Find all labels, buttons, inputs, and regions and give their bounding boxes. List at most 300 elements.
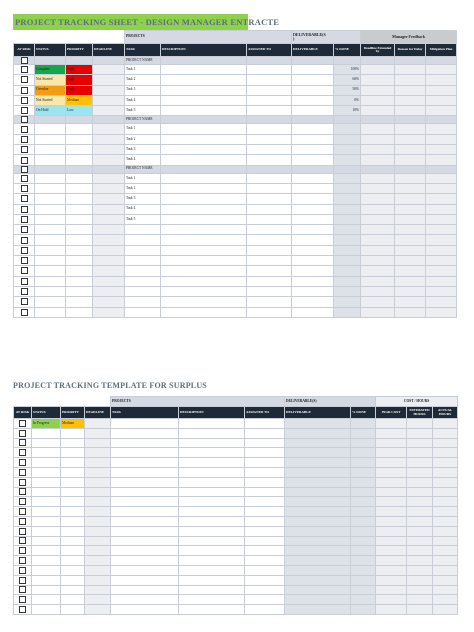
table-cell[interactable]	[407, 507, 433, 517]
priority-cell[interactable]: High	[66, 75, 93, 85]
pct-done-cell[interactable]	[334, 173, 361, 183]
at-risk-checkbox[interactable]	[21, 185, 28, 192]
table-cell[interactable]	[245, 497, 285, 507]
table-cell[interactable]	[376, 585, 407, 595]
table-cell[interactable]	[85, 419, 111, 429]
description-cell[interactable]	[161, 65, 247, 75]
table-cell[interactable]	[179, 526, 245, 536]
table-cell[interactable]	[395, 235, 426, 245]
table-cell[interactable]	[292, 286, 334, 296]
table-cell[interactable]	[111, 419, 179, 429]
status-cell[interactable]	[32, 526, 61, 536]
table-cell[interactable]	[433, 467, 458, 477]
priority-cell[interactable]	[61, 536, 85, 546]
table-cell[interactable]	[351, 605, 376, 615]
table-cell[interactable]	[285, 497, 351, 507]
table-cell[interactable]	[85, 507, 111, 517]
table-cell[interactable]	[361, 297, 395, 307]
table-cell[interactable]	[179, 438, 245, 448]
table-cell[interactable]	[66, 276, 93, 286]
table-cell[interactable]	[161, 225, 247, 235]
deliverable-cell[interactable]	[292, 106, 334, 116]
table-cell[interactable]	[376, 477, 407, 487]
table-cell[interactable]	[334, 235, 361, 245]
table-cell[interactable]	[179, 585, 245, 595]
table-cell[interactable]	[245, 605, 285, 615]
table-cell[interactable]	[245, 458, 285, 468]
table-cell[interactable]	[247, 245, 292, 255]
at-risk-checkbox[interactable]	[19, 449, 26, 456]
table-cell[interactable]	[433, 419, 458, 429]
table-cell[interactable]	[407, 546, 433, 556]
table-cell[interactable]	[285, 595, 351, 605]
table-cell[interactable]	[85, 575, 111, 585]
priority-cell[interactable]	[61, 595, 85, 605]
table-cell[interactable]	[247, 307, 292, 317]
table-cell[interactable]	[351, 419, 376, 429]
mitigation-cell[interactable]	[426, 183, 457, 193]
table-cell[interactable]	[245, 516, 285, 526]
at-risk-checkbox[interactable]	[21, 257, 28, 264]
task-cell[interactable]: Task 1	[125, 173, 161, 183]
priority-cell[interactable]	[61, 428, 85, 438]
table-cell[interactable]	[376, 507, 407, 517]
table-cell[interactable]	[407, 428, 433, 438]
table-cell[interactable]	[66, 256, 93, 266]
table-cell[interactable]	[245, 595, 285, 605]
table-cell[interactable]	[351, 556, 376, 566]
table-cell[interactable]	[85, 448, 111, 458]
table-cell[interactable]	[351, 497, 376, 507]
description-cell[interactable]	[161, 204, 247, 214]
deliverable-cell[interactable]	[292, 134, 334, 144]
at-risk-checkbox[interactable]	[19, 537, 26, 544]
table-cell[interactable]	[66, 235, 93, 245]
table-cell[interactable]	[433, 516, 458, 526]
extended-cell[interactable]	[361, 183, 395, 193]
table-cell[interactable]	[376, 575, 407, 585]
table-cell[interactable]	[245, 477, 285, 487]
at-risk-checkbox[interactable]	[19, 518, 26, 525]
table-cell[interactable]	[161, 286, 247, 296]
table-cell[interactable]	[433, 458, 458, 468]
table-cell[interactable]	[351, 448, 376, 458]
table-cell[interactable]	[179, 595, 245, 605]
table-cell[interactable]	[433, 605, 458, 615]
status-cell[interactable]	[32, 448, 61, 458]
reason-cell[interactable]	[395, 106, 426, 116]
table-cell[interactable]	[426, 225, 457, 235]
deadline-cell[interactable]	[93, 183, 125, 193]
table-cell[interactable]	[125, 266, 161, 276]
at-risk-checkbox[interactable]	[21, 267, 28, 274]
at-risk-checkbox[interactable]	[21, 278, 28, 285]
table-cell[interactable]	[179, 458, 245, 468]
table-cell[interactable]	[376, 526, 407, 536]
pct-done-cell[interactable]	[334, 155, 361, 165]
table-cell[interactable]	[407, 448, 433, 458]
task-cell[interactable]: Task 3	[125, 85, 161, 95]
table-cell[interactable]	[351, 546, 376, 556]
at-risk-checkbox[interactable]	[21, 216, 28, 223]
table-cell[interactable]	[292, 307, 334, 317]
table-cell[interactable]	[407, 467, 433, 477]
table-cell[interactable]	[245, 556, 285, 566]
table-cell[interactable]	[376, 448, 407, 458]
table-cell[interactable]	[125, 245, 161, 255]
table-cell[interactable]	[351, 458, 376, 468]
at-risk-checkbox[interactable]	[19, 547, 26, 554]
at-risk-checkbox[interactable]	[21, 107, 28, 114]
at-risk-checkbox[interactable]	[21, 146, 28, 153]
table-cell[interactable]	[111, 546, 179, 556]
at-risk-checkbox[interactable]	[19, 606, 26, 613]
at-risk-checkbox[interactable]	[21, 309, 28, 316]
at-risk-checkbox[interactable]	[21, 206, 28, 213]
status-cell[interactable]	[32, 546, 61, 556]
table-cell[interactable]	[111, 438, 179, 448]
at-risk-checkbox[interactable]	[19, 479, 26, 486]
table-cell[interactable]	[407, 556, 433, 566]
mitigation-cell[interactable]	[426, 85, 457, 95]
assigned-cell[interactable]	[247, 106, 292, 116]
status-cell[interactable]	[35, 204, 66, 214]
table-cell[interactable]	[407, 536, 433, 546]
deliverable-cell[interactable]	[292, 183, 334, 193]
table-cell[interactable]	[179, 556, 245, 566]
table-cell[interactable]	[125, 235, 161, 245]
table-cell[interactable]	[426, 266, 457, 276]
at-risk-checkbox[interactable]	[19, 459, 26, 466]
assigned-cell[interactable]	[247, 95, 292, 105]
table-cell[interactable]	[245, 487, 285, 497]
table-cell[interactable]	[395, 225, 426, 235]
priority-cell[interactable]	[66, 134, 93, 144]
description-cell[interactable]	[161, 194, 247, 204]
table-cell[interactable]	[407, 477, 433, 487]
table-cell[interactable]	[179, 419, 245, 429]
status-cell[interactable]	[35, 173, 66, 183]
status-cell[interactable]	[32, 516, 61, 526]
table-cell[interactable]	[292, 225, 334, 235]
table-cell[interactable]	[407, 419, 433, 429]
pct-done-cell[interactable]	[334, 145, 361, 155]
table-cell[interactable]	[85, 536, 111, 546]
table-cell[interactable]	[285, 546, 351, 556]
priority-cell[interactable]	[61, 467, 85, 477]
table-cell[interactable]	[292, 235, 334, 245]
extended-cell[interactable]	[361, 65, 395, 75]
table-cell[interactable]	[433, 507, 458, 517]
table-cell[interactable]	[376, 536, 407, 546]
table-cell[interactable]	[433, 595, 458, 605]
table-cell[interactable]	[66, 286, 93, 296]
table-cell[interactable]	[351, 467, 376, 477]
table-cell[interactable]	[407, 595, 433, 605]
table-cell[interactable]	[376, 565, 407, 575]
priority-cell[interactable]	[61, 497, 85, 507]
status-cell[interactable]	[35, 183, 66, 193]
table-cell[interactable]	[111, 605, 179, 615]
table-cell[interactable]	[395, 307, 426, 317]
table-cell[interactable]	[351, 438, 376, 448]
priority-cell[interactable]	[61, 605, 85, 615]
table-cell[interactable]	[351, 487, 376, 497]
reason-cell[interactable]	[395, 204, 426, 214]
table-cell[interactable]	[395, 297, 426, 307]
table-cell[interactable]	[111, 467, 179, 477]
table-cell[interactable]	[361, 276, 395, 286]
pct-done-cell[interactable]: 100%	[334, 65, 361, 75]
task-cell[interactable]: Task 3	[125, 194, 161, 204]
table-cell[interactable]	[247, 266, 292, 276]
table-cell[interactable]	[334, 256, 361, 266]
at-risk-checkbox[interactable]	[19, 508, 26, 515]
table-cell[interactable]	[85, 458, 111, 468]
description-cell[interactable]	[161, 124, 247, 134]
deadline-cell[interactable]	[93, 65, 125, 75]
table-cell[interactable]	[376, 556, 407, 566]
extended-cell[interactable]	[361, 124, 395, 134]
mitigation-cell[interactable]	[426, 214, 457, 224]
at-risk-checkbox[interactable]	[19, 557, 26, 564]
table-cell[interactable]	[111, 428, 179, 438]
table-cell[interactable]	[111, 507, 179, 517]
table-cell[interactable]	[361, 286, 395, 296]
reason-cell[interactable]	[395, 214, 426, 224]
table-cell[interactable]	[433, 526, 458, 536]
table-cell[interactable]	[245, 448, 285, 458]
table-cell[interactable]	[161, 245, 247, 255]
priority-cell[interactable]	[61, 448, 85, 458]
mitigation-cell[interactable]	[426, 95, 457, 105]
deliverable-cell[interactable]	[292, 124, 334, 134]
deadline-cell[interactable]	[93, 214, 125, 224]
assigned-cell[interactable]	[247, 85, 292, 95]
table-cell[interactable]	[292, 256, 334, 266]
table-cell[interactable]	[245, 546, 285, 556]
priority-cell[interactable]: Medium	[66, 95, 93, 105]
priority-cell[interactable]	[61, 556, 85, 566]
assigned-cell[interactable]	[247, 204, 292, 214]
table-cell[interactable]	[433, 448, 458, 458]
table-cell[interactable]	[376, 419, 407, 429]
table-cell[interactable]	[85, 467, 111, 477]
table-cell[interactable]	[247, 235, 292, 245]
status-cell[interactable]	[35, 155, 66, 165]
table-cell[interactable]	[179, 497, 245, 507]
extended-cell[interactable]	[361, 155, 395, 165]
table-cell[interactable]	[334, 266, 361, 276]
table-cell[interactable]	[247, 297, 292, 307]
extended-cell[interactable]	[361, 173, 395, 183]
table-cell[interactable]	[125, 297, 161, 307]
table-cell[interactable]	[351, 428, 376, 438]
priority-cell[interactable]	[66, 183, 93, 193]
table-cell[interactable]	[93, 256, 125, 266]
status-cell[interactable]: Not Started	[35, 75, 66, 85]
status-cell[interactable]	[32, 507, 61, 517]
table-cell[interactable]	[35, 286, 66, 296]
pct-done-cell[interactable]: 10%	[334, 106, 361, 116]
table-cell[interactable]	[376, 605, 407, 615]
description-cell[interactable]	[161, 183, 247, 193]
task-cell[interactable]: Task 4	[125, 204, 161, 214]
table-cell[interactable]	[85, 477, 111, 487]
table-cell[interactable]	[292, 297, 334, 307]
table-cell[interactable]	[285, 575, 351, 585]
task-cell[interactable]: Task 5	[125, 214, 161, 224]
priority-cell[interactable]	[61, 585, 85, 595]
at-risk-checkbox[interactable]	[21, 288, 28, 295]
table-cell[interactable]	[351, 536, 376, 546]
extended-cell[interactable]	[361, 134, 395, 144]
priority-cell[interactable]	[66, 204, 93, 214]
at-risk-checkbox[interactable]	[19, 528, 26, 535]
table-cell[interactable]	[179, 605, 245, 615]
pct-done-cell[interactable]: 60%	[334, 75, 361, 85]
table-cell[interactable]	[85, 438, 111, 448]
mitigation-cell[interactable]	[426, 75, 457, 85]
assigned-cell[interactable]	[247, 145, 292, 155]
table-cell[interactable]	[85, 546, 111, 556]
table-cell[interactable]	[179, 507, 245, 517]
status-cell[interactable]	[35, 145, 66, 155]
table-cell[interactable]	[245, 467, 285, 477]
table-cell[interactable]	[395, 245, 426, 255]
priority-cell[interactable]	[61, 526, 85, 536]
table-cell[interactable]	[93, 225, 125, 235]
extended-cell[interactable]	[361, 85, 395, 95]
status-cell[interactable]	[35, 134, 66, 144]
table-cell[interactable]	[376, 595, 407, 605]
reason-cell[interactable]	[395, 173, 426, 183]
extended-cell[interactable]	[361, 106, 395, 116]
table-cell[interactable]	[433, 428, 458, 438]
status-cell[interactable]	[32, 438, 61, 448]
at-risk-checkbox[interactable]	[21, 66, 28, 73]
table-cell[interactable]	[292, 266, 334, 276]
table-cell[interactable]	[111, 556, 179, 566]
table-cell[interactable]	[111, 526, 179, 536]
table-cell[interactable]	[247, 256, 292, 266]
table-cell[interactable]	[247, 286, 292, 296]
table-cell[interactable]	[351, 507, 376, 517]
description-cell[interactable]	[161, 134, 247, 144]
table-cell[interactable]	[35, 245, 66, 255]
table-cell[interactable]	[407, 585, 433, 595]
description-cell[interactable]	[161, 95, 247, 105]
table-cell[interactable]	[93, 307, 125, 317]
at-risk-checkbox[interactable]	[19, 498, 26, 505]
table-cell[interactable]	[376, 487, 407, 497]
table-cell[interactable]	[66, 245, 93, 255]
table-cell[interactable]	[376, 428, 407, 438]
table-cell[interactable]	[407, 575, 433, 585]
table-cell[interactable]	[245, 419, 285, 429]
reason-cell[interactable]	[395, 145, 426, 155]
pct-done-cell[interactable]	[334, 194, 361, 204]
pct-done-cell[interactable]	[334, 204, 361, 214]
table-cell[interactable]	[376, 467, 407, 477]
mitigation-cell[interactable]	[426, 204, 457, 214]
table-cell[interactable]	[35, 266, 66, 276]
table-cell[interactable]	[247, 276, 292, 286]
table-cell[interactable]	[35, 256, 66, 266]
table-cell[interactable]	[285, 565, 351, 575]
table-cell[interactable]	[179, 546, 245, 556]
table-cell[interactable]	[85, 487, 111, 497]
at-risk-checkbox[interactable]	[21, 237, 28, 244]
description-cell[interactable]	[161, 145, 247, 155]
table-cell[interactable]	[334, 297, 361, 307]
table-cell[interactable]	[351, 526, 376, 536]
task-cell[interactable]: Task 4	[125, 155, 161, 165]
deadline-cell[interactable]	[93, 85, 125, 95]
table-cell[interactable]	[407, 605, 433, 615]
table-cell[interactable]	[66, 266, 93, 276]
table-cell[interactable]	[111, 595, 179, 605]
status-cell[interactable]	[32, 556, 61, 566]
table-cell[interactable]	[161, 256, 247, 266]
table-cell[interactable]	[395, 256, 426, 266]
table-cell[interactable]	[285, 477, 351, 487]
deadline-cell[interactable]	[93, 194, 125, 204]
at-risk-checkbox[interactable]	[21, 97, 28, 104]
table-cell[interactable]	[125, 276, 161, 286]
table-cell[interactable]	[285, 556, 351, 566]
priority-cell[interactable]	[61, 458, 85, 468]
pct-done-cell[interactable]: 50%	[334, 85, 361, 95]
priority-cell[interactable]	[66, 194, 93, 204]
task-cell[interactable]: Task 1	[125, 124, 161, 134]
table-cell[interactable]	[376, 516, 407, 526]
table-cell[interactable]	[426, 297, 457, 307]
table-cell[interactable]	[111, 575, 179, 585]
table-cell[interactable]	[376, 497, 407, 507]
description-cell[interactable]	[161, 155, 247, 165]
task-cell[interactable]: Task 5	[125, 106, 161, 116]
table-cell[interactable]	[93, 297, 125, 307]
description-cell[interactable]	[161, 85, 247, 95]
table-cell[interactable]	[179, 536, 245, 546]
table-cell[interactable]	[93, 276, 125, 286]
assigned-cell[interactable]	[247, 183, 292, 193]
table-cell[interactable]	[285, 585, 351, 595]
table-cell[interactable]	[111, 448, 179, 458]
priority-cell[interactable]	[61, 438, 85, 448]
table-cell[interactable]	[361, 307, 395, 317]
deliverable-cell[interactable]	[292, 145, 334, 155]
table-cell[interactable]	[334, 245, 361, 255]
table-cell[interactable]	[361, 225, 395, 235]
table-cell[interactable]	[334, 307, 361, 317]
table-cell[interactable]	[245, 575, 285, 585]
table-cell[interactable]	[66, 307, 93, 317]
table-cell[interactable]	[351, 477, 376, 487]
table-cell[interactable]	[85, 556, 111, 566]
table-cell[interactable]	[245, 526, 285, 536]
table-cell[interactable]	[433, 565, 458, 575]
at-risk-checkbox[interactable]	[19, 439, 26, 446]
table-cell[interactable]	[426, 286, 457, 296]
table-cell[interactable]	[285, 507, 351, 517]
deliverable-cell[interactable]	[292, 65, 334, 75]
table-cell[interactable]	[35, 225, 66, 235]
table-cell[interactable]	[161, 276, 247, 286]
reason-cell[interactable]	[395, 194, 426, 204]
table-cell[interactable]	[433, 487, 458, 497]
